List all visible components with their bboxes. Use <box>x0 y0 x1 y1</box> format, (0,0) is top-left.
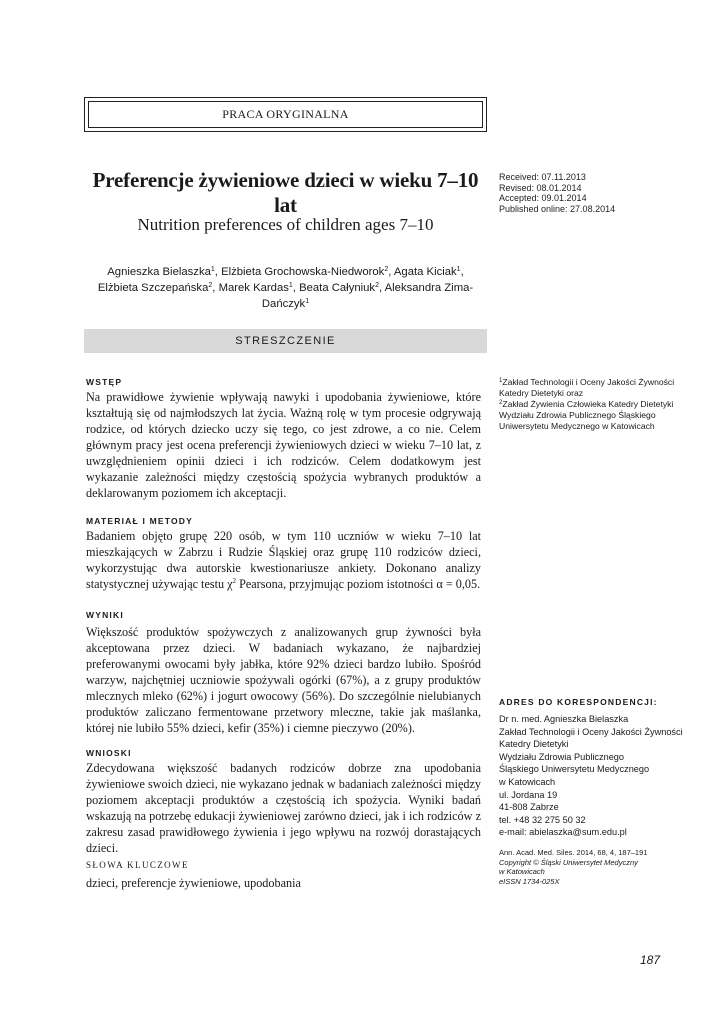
author-name: Aleksandra Zima-Dańczyk <box>261 282 474 310</box>
keywords-text: dzieci, preferencje żywieniowe, upodobania <box>86 876 301 890</box>
section-body-conclusions: Zdecydowana większość badanych rodziców dobrze zna upodobania żywieniowe swoich dzieci, nie wykazano jednak w badaniach zależności między poziomem akceptacji produktów a częstością ich spożycia. Wyniki badań wskazują na potrzebę edukacji żywieniowej zarówno dzieci, jak i ich rodziców z zakresu zasad prawidłowego żywienia i jego wpływu na rozwój dorastających dzieci. <box>86 761 481 855</box>
affiliation-1 <box>499 377 699 399</box>
journal-citation: Ann. Acad. Med. Siles. 2014, 68, 4, 187–191 <box>499 848 648 857</box>
affiliation-2 <box>499 399 699 432</box>
author-name: Beata Całyniuk <box>299 282 376 294</box>
article-type-label: PRACA ORYGINALNA <box>88 101 483 128</box>
affiliation-text: Zakład Żywienia Człowieka Katedry Dietetyki Wydziału Zdrowia Publicznego Śląskiego Uniwersytetu Medycznego w Katowicach <box>499 399 674 431</box>
section-body-methods <box>86 528 481 592</box>
correspondence-line: Dr n. med. Agnieszka Bielaszka <box>499 714 629 724</box>
date-accepted: Accepted: 09.01.2014 <box>499 193 587 203</box>
section-heading-conclusions: WNIOSKI <box>86 748 132 758</box>
author-name: Elżbieta Szczepańska <box>97 282 209 294</box>
correspondence-line: Śląskiego Uniwersytetu Medycznego <box>499 764 650 775</box>
section-body-results: Większość produktów spożywczych z analizowanych grup żywności była akceptowana przez dzieci. W badaniach wykazano, że najbardziej preferowanymi owocami były jabłka, które 92% dzieci bardzo lubiło. Spośród warzyw, najchętniej uczniowie spożywali ogórki (67%), a z grupy produktów mlecznych mleko (62%) i jogurt owocowy (56%). Do szczególnie nielubianych produktów zaliczano fermentowane przetwory mleczne, takie jak maślanka, której nie lubiło 55% dzieci, kefir (35%) i ciemne pieczywo (20%). <box>86 625 481 735</box>
affiliation-number: 2 <box>499 400 503 406</box>
author-name: Agnieszka Bielaszka <box>107 266 211 278</box>
journal-info <box>499 848 699 886</box>
author-affiliation-mark: 2 <box>375 282 379 289</box>
correspondence-line: w Katowicach <box>499 776 556 787</box>
author-affiliation-mark: 2 <box>384 266 389 273</box>
article-subtitle: Nutrition preferences of children ages 7–10 <box>137 215 434 234</box>
page-number: 187 <box>639 953 660 967</box>
author-affiliation-mark: 1 <box>456 266 461 273</box>
author-name: Marek Kardas <box>218 282 289 294</box>
correspondence-line: Wydziału Zdrowia Publicznego <box>499 751 625 762</box>
author-affiliation-mark: 1 <box>210 266 215 273</box>
correspondence-address <box>499 713 699 839</box>
methods-text-part1: Badaniem objęto grupę 220 osób, w tym 110 uczniów w wieku 7–10 lat mieszkających w Zabrzu i Rudzie Śląskiej oraz grupę 110 rodziców dzieci, wykorzystując dwa autorskie kwestionariusze ankiety. Dokonano analizy statystycznej używając testu χ <box>86 529 481 591</box>
section-body-intro: Na prawidłowe żywienie wpływają nawyki i upodobania żywieniowe, które kształtują się od najmłodszych lat życia. Ważną rolę w tym procesie odgrywają rodzice, od których dziecko uczy się tego, co jest zdrowe, a co nie. Celem głównym pracy jest ocena preferencji żywieniowych dzieci w wieku 7–10 lat, z uwzględnieniem opinii dzieci i ich rodziców. Celem dodatkowym jest wykazanie zależności między częstością spożycia wybranych produktów a deklarowanym poziomem ich akceptacji. <box>86 390 481 500</box>
correspondence-line: ul. Jordana 19 <box>499 789 558 800</box>
correspondence-line: Katedry Dietetyki <box>499 739 569 750</box>
date-published: Published online: 27.08.2014 <box>499 203 616 214</box>
correspondence-line: Zakład Technologii i Oceny Jakości Żywności <box>499 726 683 737</box>
journal-issn: eISSN 1734-025X <box>499 876 560 886</box>
affiliation-text: Zakład Technologii i Oceny Jakości Żywności Katedry Dietetyki oraz <box>499 377 675 398</box>
author-list: Agnieszka Bielaszka$^1$, Elżbieta Grochowska-Niedworok$^2$, Agata Kiciak$^1$, Elżbieta Szczepańska$^2$, Marek Kardas$^1$, Beata Całyniuk$^2$, Aleksandra Zima-Dańczyk$^1$ <box>97 266 474 310</box>
journal-location: w Katowicach <box>499 867 545 876</box>
correspondence-email[interactable]: e-mail: abielaszka@sum.edu.pl <box>499 827 627 838</box>
date-revised: Revised: 08.01.2014 <box>499 182 582 193</box>
keywords-heading: SŁOWA KLUCZOWE <box>86 860 189 870</box>
author-name: Elżbieta Grochowska-Niedworok <box>221 266 385 278</box>
journal-copyright: Copyright © Śląski Uniwersytet Medyczny <box>499 857 638 867</box>
correspondence-line: tel. +48 32 275 50 32 <box>499 814 586 825</box>
affiliation-number: 1 <box>499 378 503 384</box>
abstract-heading: STRESZCZENIE <box>84 329 487 353</box>
author-affiliation-mark: 1 <box>288 282 293 289</box>
article-type-box <box>84 97 487 132</box>
correspondence-line: 41-808 Zabrze <box>499 802 559 813</box>
author-affiliation-mark: 2 <box>208 282 213 289</box>
section-heading-methods: MATERIAŁ I METODY <box>86 516 193 526</box>
date-received: Received: 07.11.2013 <box>499 172 586 182</box>
author-name: Agata Kiciak <box>393 266 457 278</box>
affiliations <box>499 377 699 432</box>
section-heading-intro: WSTĘP <box>86 377 123 387</box>
chi-square-superscript: 2 <box>232 577 237 585</box>
author-affiliation-mark: 1 <box>305 298 310 305</box>
article-title: Preferencje żywieniowe dzieci w wieku 7–10 lat <box>92 168 479 217</box>
article-dates <box>499 172 615 214</box>
methods-text-part2: Pearsona, przyjmując poziom istotności α = 0,05. <box>236 577 481 591</box>
section-heading-results: WYNIKI <box>86 610 124 620</box>
correspondence-heading: ADRES DO KORESPONDENCJI: <box>499 697 658 707</box>
